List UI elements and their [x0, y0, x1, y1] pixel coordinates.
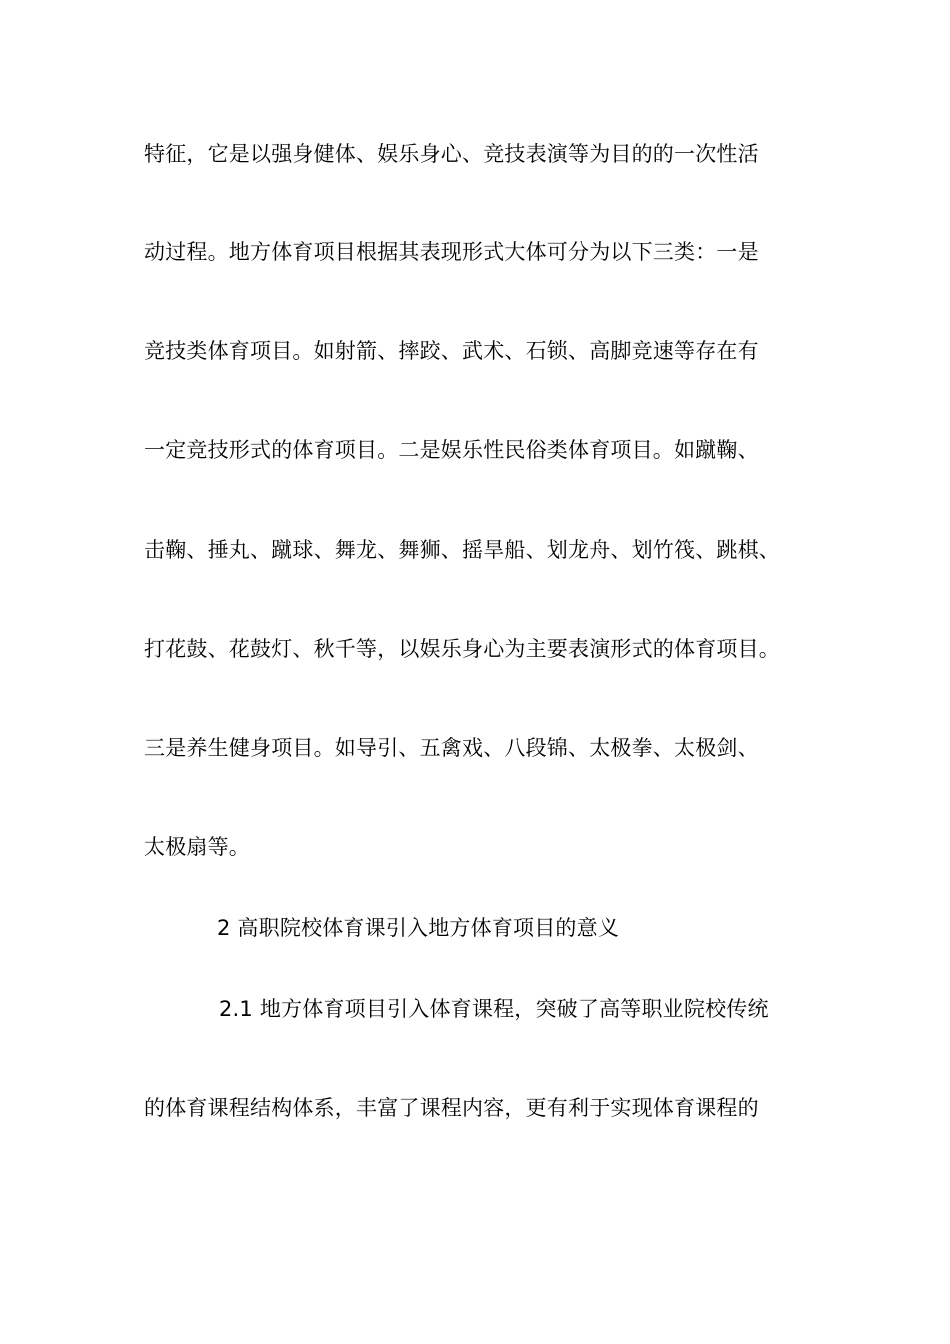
body-text-line: 特征，它是以强身健体、娱乐身心、竞技表演等为目的的一次性活 [144, 142, 759, 166]
body-text-line: 三是养生健身项目。如导引、五禽戏、八段锦、太极拳、太极剑、 [144, 736, 759, 760]
body-text-line: 击鞠、捶丸、蹴球、舞龙、舞狮、摇旱船、划龙舟、划竹筏、跳棋、 [144, 538, 780, 562]
body-text-line: 的体育课程结构体系，丰富了课程内容，更有利于实现体育课程的 [144, 1096, 759, 1120]
body-text-line: 打花鼓、花鼓灯、秋千等，以娱乐身心为主要表演形式的体育项目。 [144, 637, 780, 661]
body-text-line: 一定竞技形式的体育项目。二是娱乐性民俗类体育项目。如蹴鞠、 [144, 438, 759, 462]
body-text-line: 2.1 地方体育项目引入体育课程，突破了高等职业院校传统 [219, 997, 769, 1021]
section-heading: 2 高职院校体育课引入地方体育项目的意义 [217, 916, 620, 940]
body-text-line: 太极扇等。 [144, 835, 250, 859]
body-text-line: 竞技类体育项目。如射箭、摔跤、武术、石锁、高脚竞速等存在有 [144, 339, 759, 363]
body-text-line: 动过程。地方体育项目根据其表现形式大体可分为以下三类：一是 [144, 240, 759, 264]
